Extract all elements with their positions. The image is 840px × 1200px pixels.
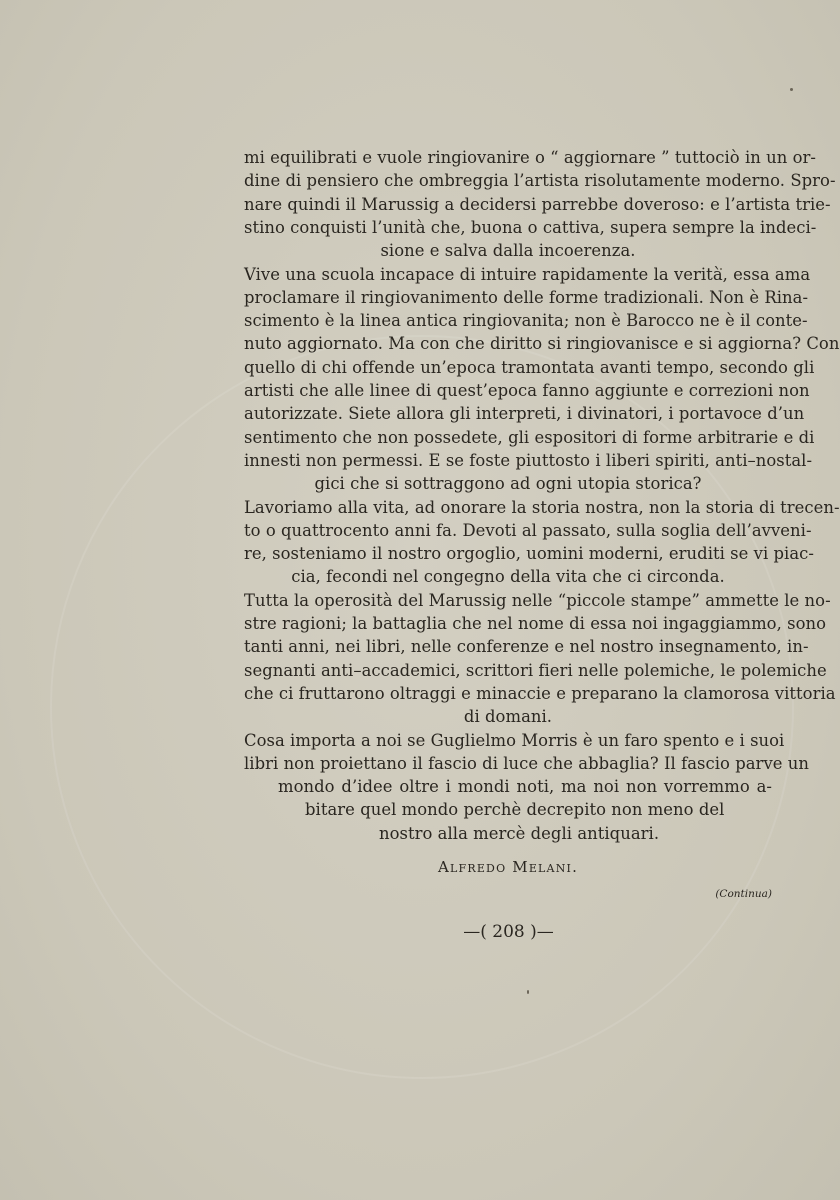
- text-line: segnanti anti–accademici, scrittori fieri nelle polemiche, le polemiche: [244, 660, 827, 680]
- author-signature: Alfredo Melani.: [437, 858, 579, 876]
- text-line: re, sosteniamo il nostro orgoglio, uomini moderni, eruditi se vi piac-: [244, 544, 814, 564]
- text-line: sione e salva dalla incoerenza.: [380, 241, 636, 261]
- text-line: Vive una scuola incapace di intuire rapidamente la verità, essa ama: [244, 264, 811, 284]
- text-line: nuto aggiornato. Ma con che diritto si ringiovanisce e si aggiorna? Con: [244, 334, 840, 354]
- paper-spot: [790, 88, 793, 91]
- text-line: Lavoriamo alla vita, ad onorare la storia nostra, non la storia di trecen-: [244, 497, 840, 517]
- text-line: artisti che alle linee di quest’epoca fanno aggiunte e correzioni non: [244, 381, 810, 400]
- text-line: nostro alla mercè degli antiquari.: [379, 823, 660, 843]
- text-line: mondo d’idee oltre i mondi noti, ma noi non vorremmo a-: [278, 777, 772, 797]
- text-line: proclamare il ringiovanimento delle forme tradizionali. Non è Rina-: [244, 287, 809, 307]
- text-line: Cosa importa a noi se Guglielmo Morris è un faro spento e i suoi: [244, 730, 785, 750]
- text-line: nare quindi il Marussig a decidersi parrebbe doveroso: e l’artista trie-: [244, 194, 831, 214]
- text-line: gici che si sottraggono ad ogni utopia storica?: [314, 474, 702, 494]
- text-line: tanti anni, nei libri, nelle conferenze e nel nostro insegnamento, in-: [244, 637, 809, 657]
- paper-spot: [527, 990, 529, 994]
- text-line: scimento è la linea antica ringiovanita; non è Barocco ne è il conte-: [244, 311, 808, 331]
- text-line: autorizzate. Siete allora gli interpreti, i divinatori, i portavoce d’un: [244, 404, 805, 424]
- continued-note: (Continua): [715, 888, 772, 900]
- text-line: quello di chi offende un’epoca tramontata avanti tempo, secondo gli: [244, 357, 815, 377]
- text-line: sentimento che non possedete, gli espositori di forme arbitrarie e di: [244, 427, 815, 447]
- text-line: libri non proiettano il fascio di luce che abbaglia? Il fascio parve un: [244, 753, 809, 773]
- text-line: bitare quel mondo perchè decrepito non meno del: [305, 800, 725, 820]
- text-line: innesti non permessi. E se foste piuttosto i liberi spiriti, anti–nostal-: [244, 450, 813, 470]
- text-line: cia, fecondi nel congegno della vita che ci circonda.: [291, 567, 725, 587]
- page-number: —( 208 )—: [463, 922, 554, 942]
- text-line: stre ragioni; la battaglia che nel nome di essa noi ingaggiammo, sono: [244, 614, 827, 633]
- text-line: che ci fruttarono oltraggi e minaccie e preparano la clamorosa vittoria: [244, 683, 836, 703]
- text-line: mi equilibrati e vuole ringiovanire o “ aggiornare ” tuttociò in un or-: [244, 148, 817, 167]
- text-line: di domani.: [463, 707, 553, 727]
- text-line: Tutta la operosità del Marussig nelle “piccole stampe” ammette le no-: [244, 590, 831, 610]
- text-line: to o quattrocento anni fa. Devoti al passato, sulla soglia dell’avveni-: [244, 520, 812, 540]
- text-line: dine di pensiero che ombreggia l’artista risolutamente moderno. Spro-: [244, 171, 836, 191]
- text-line: stino conquisti l’unità che, buona o cattiva, supera sempre la indeci-: [244, 217, 817, 237]
